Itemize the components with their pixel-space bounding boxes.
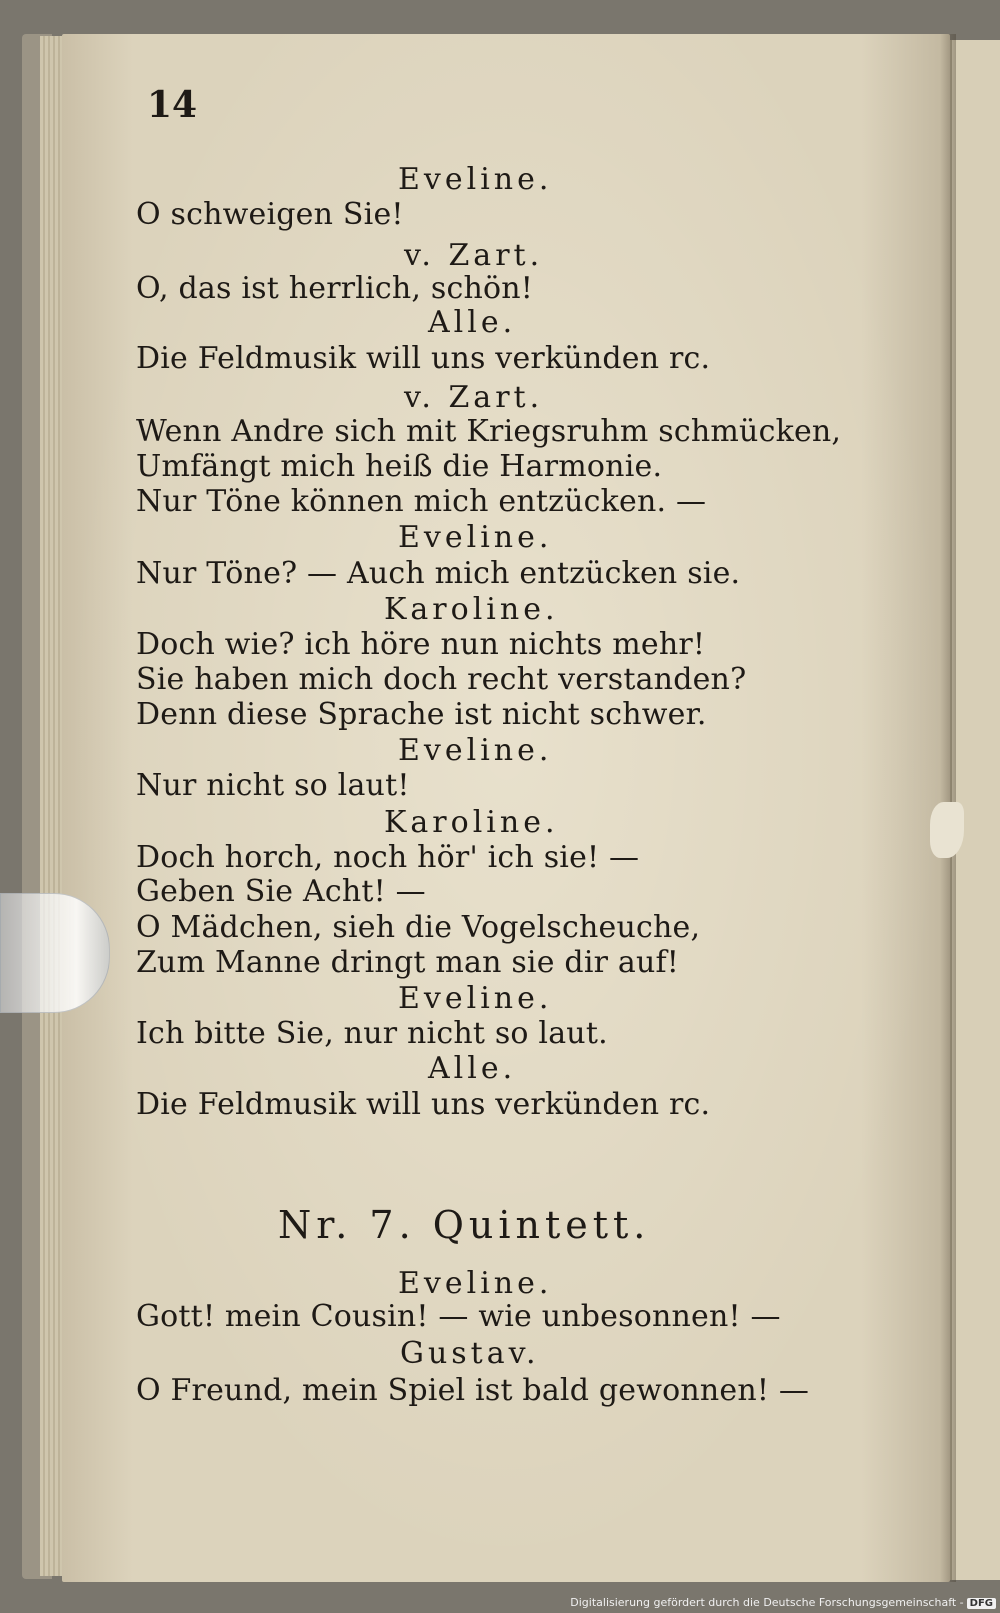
verse-line: Nur nicht so laut!	[136, 768, 410, 803]
speaker-name: v. Zart.	[404, 238, 544, 273]
verse-line: Denn diese Sprache ist nicht schwer.	[136, 697, 707, 732]
dfg-logo: DFG	[967, 1598, 996, 1609]
digitization-credit	[570, 1596, 996, 1609]
verse-line: Doch wie? ich höre nun nichts mehr!	[136, 627, 706, 662]
verse-line: O Mädchen, sieh die Vogelscheuche,	[136, 910, 701, 945]
verse-line: O schweigen Sie!	[136, 197, 404, 232]
speaker-name: v. Zart.	[404, 380, 544, 415]
verse-line: Nur Töne können mich entzücken. —	[136, 484, 707, 519]
speaker-name: Eveline.	[398, 520, 553, 555]
speaker-name: Eveline.	[398, 981, 553, 1016]
speaker-name: Eveline.	[398, 162, 553, 197]
verse-line: Umfängt mich heiß die Harmonie.	[136, 449, 663, 484]
verse-line: Nur Töne? — Auch mich entzücken sie.	[136, 556, 741, 591]
speaker-name: Eveline.	[398, 1266, 553, 1301]
verse-line: Doch horch, noch hör' ich sie! —	[136, 840, 640, 875]
section-heading: Nr. 7. Quintett.	[278, 1203, 651, 1247]
verse-line: O Freund, mein Spiel ist bald gewonnen! —	[136, 1373, 810, 1408]
verse-line: Zum Manne dringt man sie dir auf!	[136, 945, 680, 980]
speaker-name: Alle.	[428, 305, 517, 340]
verse-line: Ich bitte Sie, nur nicht so laut.	[136, 1016, 608, 1051]
speaker-name: Karoline.	[384, 805, 559, 840]
verse-line: Wenn Andre sich mit Kriegsruhm schmücken,	[136, 414, 842, 449]
speaker-name: Gustav.	[400, 1336, 540, 1371]
speaker-name: Alle.	[428, 1051, 517, 1086]
verse-line: O, das ist herrlich, schön!	[136, 271, 534, 306]
speaker-name: Eveline.	[398, 733, 553, 768]
speaker-name: Karoline.	[384, 592, 559, 627]
verse-line: Die Feldmusik will uns verkünden rc.	[136, 341, 711, 376]
verse-line: Die Feldmusik will uns verkünden rc.	[136, 1087, 711, 1122]
verse-line: Gott! mein Cousin! — wie unbesonnen! —	[136, 1299, 781, 1334]
verse-line: Geben Sie Acht! —	[136, 874, 426, 909]
verse-line: Sie haben mich doch recht verstanden?	[136, 662, 747, 697]
page-number: 14	[147, 84, 198, 126]
credit-text: Digitalisierung gefördert durch die Deutsche Forschungsgemeinschaft -	[570, 1596, 964, 1609]
